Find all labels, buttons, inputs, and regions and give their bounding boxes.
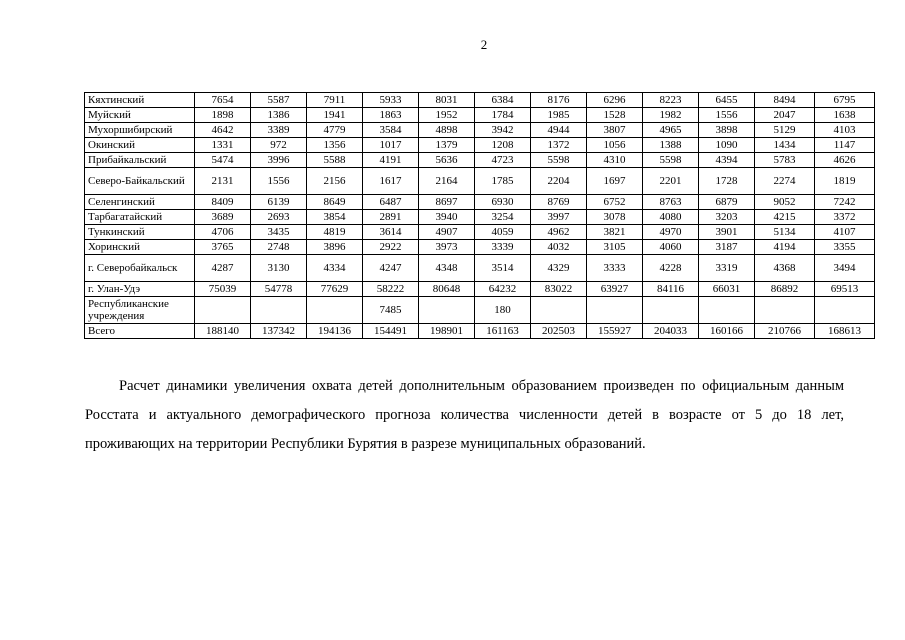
value-cell: 1056 (587, 138, 643, 153)
table-row (85, 93, 875, 108)
value-cell: 8223 (643, 93, 699, 108)
value-cell: 8176 (531, 93, 587, 108)
value-cell: 3339 (475, 240, 531, 255)
value-cell: 4642 (195, 123, 251, 138)
value-cell: 4032 (531, 240, 587, 255)
value-cell: 1556 (699, 108, 755, 123)
value-cell: 3514 (475, 255, 531, 282)
value-cell: 5783 (755, 153, 815, 168)
value-cell: 6795 (815, 93, 875, 108)
value-cell: 2131 (195, 168, 251, 195)
value-cell: 6879 (699, 195, 755, 210)
value-cell: 3494 (815, 255, 875, 282)
value-cell: 154491 (363, 324, 419, 339)
value-cell: 4944 (531, 123, 587, 138)
value-cell: 1556 (251, 168, 307, 195)
value-cell: 1985 (531, 108, 587, 123)
value-cell: 3689 (195, 210, 251, 225)
table-row (85, 297, 875, 324)
value-cell: 1819 (815, 168, 875, 195)
value-cell: 1379 (419, 138, 475, 153)
value-cell: 3996 (251, 153, 307, 168)
value-cell: 5636 (419, 153, 475, 168)
table-row (85, 123, 875, 138)
value-cell: 3389 (251, 123, 307, 138)
value-cell: 198901 (419, 324, 475, 339)
value-cell: 4310 (587, 153, 643, 168)
value-cell: 3319 (699, 255, 755, 282)
value-cell: 1434 (755, 138, 815, 153)
value-cell (307, 297, 363, 324)
value-cell: 4779 (307, 123, 363, 138)
table-body (85, 93, 875, 339)
table-row (85, 195, 875, 210)
value-cell: 160166 (699, 324, 755, 339)
value-cell: 7242 (815, 195, 875, 210)
value-cell: 1208 (475, 138, 531, 153)
value-cell: 3901 (699, 225, 755, 240)
value-cell: 2274 (755, 168, 815, 195)
value-cell: 1356 (307, 138, 363, 153)
value-cell (419, 297, 475, 324)
value-cell: 54778 (251, 282, 307, 297)
table-row (85, 153, 875, 168)
value-cell: 3854 (307, 210, 363, 225)
value-cell: 137342 (251, 324, 307, 339)
value-cell: 1331 (195, 138, 251, 153)
value-cell: 3765 (195, 240, 251, 255)
row-name-cell: Хоринский (85, 240, 195, 255)
value-cell: 3203 (699, 210, 755, 225)
row-name-cell: г. Улан-Удэ (85, 282, 195, 297)
table-row (85, 324, 875, 339)
value-cell: 80648 (419, 282, 475, 297)
value-cell: 6930 (475, 195, 531, 210)
value-cell: 3973 (419, 240, 475, 255)
value-cell: 1638 (815, 108, 875, 123)
value-cell: 8031 (419, 93, 475, 108)
value-cell: 4898 (419, 123, 475, 138)
value-cell: 83022 (531, 282, 587, 297)
value-cell: 4080 (643, 210, 699, 225)
value-cell: 1697 (587, 168, 643, 195)
value-cell: 4060 (643, 240, 699, 255)
value-cell: 77629 (307, 282, 363, 297)
value-cell: 4228 (643, 255, 699, 282)
value-cell: 3821 (587, 225, 643, 240)
value-cell: 2693 (251, 210, 307, 225)
value-cell: 3187 (699, 240, 755, 255)
value-cell: 1372 (531, 138, 587, 153)
value-cell: 8494 (755, 93, 815, 108)
value-cell: 5129 (755, 123, 815, 138)
value-cell: 6487 (363, 195, 419, 210)
value-cell: 5588 (307, 153, 363, 168)
value-cell (195, 297, 251, 324)
value-cell: 3254 (475, 210, 531, 225)
value-cell: 4348 (419, 255, 475, 282)
value-cell: 4962 (531, 225, 587, 240)
value-cell: 155927 (587, 324, 643, 339)
value-cell: 69513 (815, 282, 875, 297)
value-cell: 2047 (755, 108, 815, 123)
value-cell: 3807 (587, 123, 643, 138)
row-name-cell: Муйский (85, 108, 195, 123)
value-cell: 3584 (363, 123, 419, 138)
value-cell: 6752 (587, 195, 643, 210)
value-cell: 3614 (363, 225, 419, 240)
value-cell: 1017 (363, 138, 419, 153)
value-cell: 168613 (815, 324, 875, 339)
value-cell: 2204 (531, 168, 587, 195)
value-cell: 1528 (587, 108, 643, 123)
value-cell: 3333 (587, 255, 643, 282)
value-cell: 2164 (419, 168, 475, 195)
value-cell (815, 297, 875, 324)
row-name-cell: Всего (85, 324, 195, 339)
table-row (85, 240, 875, 255)
table-row (85, 138, 875, 153)
value-cell: 6455 (699, 93, 755, 108)
value-cell: 7654 (195, 93, 251, 108)
value-cell: 63927 (587, 282, 643, 297)
value-cell: 2891 (363, 210, 419, 225)
value-cell: 4329 (531, 255, 587, 282)
value-cell: 4394 (699, 153, 755, 168)
value-cell: 4215 (755, 210, 815, 225)
row-name-cell: Селенгинский (85, 195, 195, 210)
value-cell: 2922 (363, 240, 419, 255)
value-cell: 66031 (699, 282, 755, 297)
value-cell: 4103 (815, 123, 875, 138)
value-cell: 84116 (643, 282, 699, 297)
value-cell: 8649 (307, 195, 363, 210)
value-cell: 1952 (419, 108, 475, 123)
value-cell: 3997 (531, 210, 587, 225)
value-cell: 3105 (587, 240, 643, 255)
page-number: 2 (480, 37, 488, 52)
value-cell: 188140 (195, 324, 251, 339)
value-cell: 1617 (363, 168, 419, 195)
value-cell: 1898 (195, 108, 251, 123)
value-cell: 4368 (755, 255, 815, 282)
value-cell: 4965 (643, 123, 699, 138)
value-cell: 1982 (643, 108, 699, 123)
value-cell: 3130 (251, 255, 307, 282)
row-name-cell: г. Северобайкальск (85, 255, 195, 282)
row-name-cell: Кяхтинский (85, 93, 195, 108)
value-cell: 64232 (475, 282, 531, 297)
row-name-cell: Северо-Байкальский (85, 168, 195, 195)
value-cell (587, 297, 643, 324)
value-cell: 1784 (475, 108, 531, 123)
value-cell: 180 (475, 297, 531, 324)
value-cell: 3942 (475, 123, 531, 138)
table-row (85, 210, 875, 225)
value-cell: 1388 (643, 138, 699, 153)
value-cell: 5587 (251, 93, 307, 108)
value-cell: 3355 (815, 240, 875, 255)
value-cell: 4247 (363, 255, 419, 282)
value-cell: 8769 (531, 195, 587, 210)
value-cell: 4334 (307, 255, 363, 282)
value-cell: 972 (251, 138, 307, 153)
value-cell: 5598 (643, 153, 699, 168)
value-cell (531, 297, 587, 324)
value-cell: 5474 (195, 153, 251, 168)
value-cell: 86892 (755, 282, 815, 297)
value-cell: 3435 (251, 225, 307, 240)
value-cell: 2156 (307, 168, 363, 195)
value-cell: 5134 (755, 225, 815, 240)
value-cell: 5933 (363, 93, 419, 108)
value-cell: 3078 (587, 210, 643, 225)
value-cell: 8409 (195, 195, 251, 210)
value-cell: 4059 (475, 225, 531, 240)
value-cell: 161163 (475, 324, 531, 339)
value-cell: 1728 (699, 168, 755, 195)
value-cell: 4723 (475, 153, 531, 168)
value-cell (251, 297, 307, 324)
value-cell: 4287 (195, 255, 251, 282)
value-cell: 6384 (475, 93, 531, 108)
value-cell: 4107 (815, 225, 875, 240)
value-cell (755, 297, 815, 324)
table-row (85, 255, 875, 282)
value-cell: 1386 (251, 108, 307, 123)
value-cell: 3898 (699, 123, 755, 138)
value-cell (643, 297, 699, 324)
value-cell: 3372 (815, 210, 875, 225)
value-cell: 204033 (643, 324, 699, 339)
body-paragraph: Расчет динамики увеличения охвата детей дополнительным образованием произведен по официальным данным Росстата и актуального демографического прогноза количества численности детей в возрасте от 5 до 18 лет, проживающих на территории Республики Бурятия в разрезе муниципальных образований. (85, 378, 844, 452)
row-name-cell: Прибайкальский (85, 153, 195, 168)
value-cell: 6139 (251, 195, 307, 210)
value-cell: 202503 (531, 324, 587, 339)
value-cell: 1941 (307, 108, 363, 123)
table-row (85, 108, 875, 123)
value-cell: 3896 (307, 240, 363, 255)
value-cell: 58222 (363, 282, 419, 297)
value-cell: 3940 (419, 210, 475, 225)
value-cell: 7911 (307, 93, 363, 108)
table-row (85, 282, 875, 297)
value-cell: 1863 (363, 108, 419, 123)
value-cell: 4191 (363, 153, 419, 168)
value-cell: 1090 (699, 138, 755, 153)
value-cell: 75039 (195, 282, 251, 297)
value-cell: 9052 (755, 195, 815, 210)
value-cell: 4194 (755, 240, 815, 255)
row-name-cell: Тункинский (85, 225, 195, 240)
table-row (85, 168, 875, 195)
value-cell: 4970 (643, 225, 699, 240)
value-cell: 4819 (307, 225, 363, 240)
value-cell: 5598 (531, 153, 587, 168)
value-cell: 7485 (363, 297, 419, 324)
value-cell: 4907 (419, 225, 475, 240)
value-cell: 4706 (195, 225, 251, 240)
table-row (85, 225, 875, 240)
value-cell: 4626 (815, 153, 875, 168)
value-cell: 8697 (419, 195, 475, 210)
row-name-cell: Мухоршибирский (85, 123, 195, 138)
row-name-cell: Окинский (85, 138, 195, 153)
value-cell: 6296 (587, 93, 643, 108)
value-cell: 2748 (251, 240, 307, 255)
value-cell: 194136 (307, 324, 363, 339)
row-name-cell: Тарбагатайский (85, 210, 195, 225)
value-cell (699, 297, 755, 324)
value-cell: 8763 (643, 195, 699, 210)
value-cell: 1785 (475, 168, 531, 195)
value-cell: 2201 (643, 168, 699, 195)
value-cell: 210766 (755, 324, 815, 339)
row-name-cell: Республиканские учреждения (85, 297, 195, 324)
value-cell: 1147 (815, 138, 875, 153)
statistics-table (84, 92, 875, 339)
